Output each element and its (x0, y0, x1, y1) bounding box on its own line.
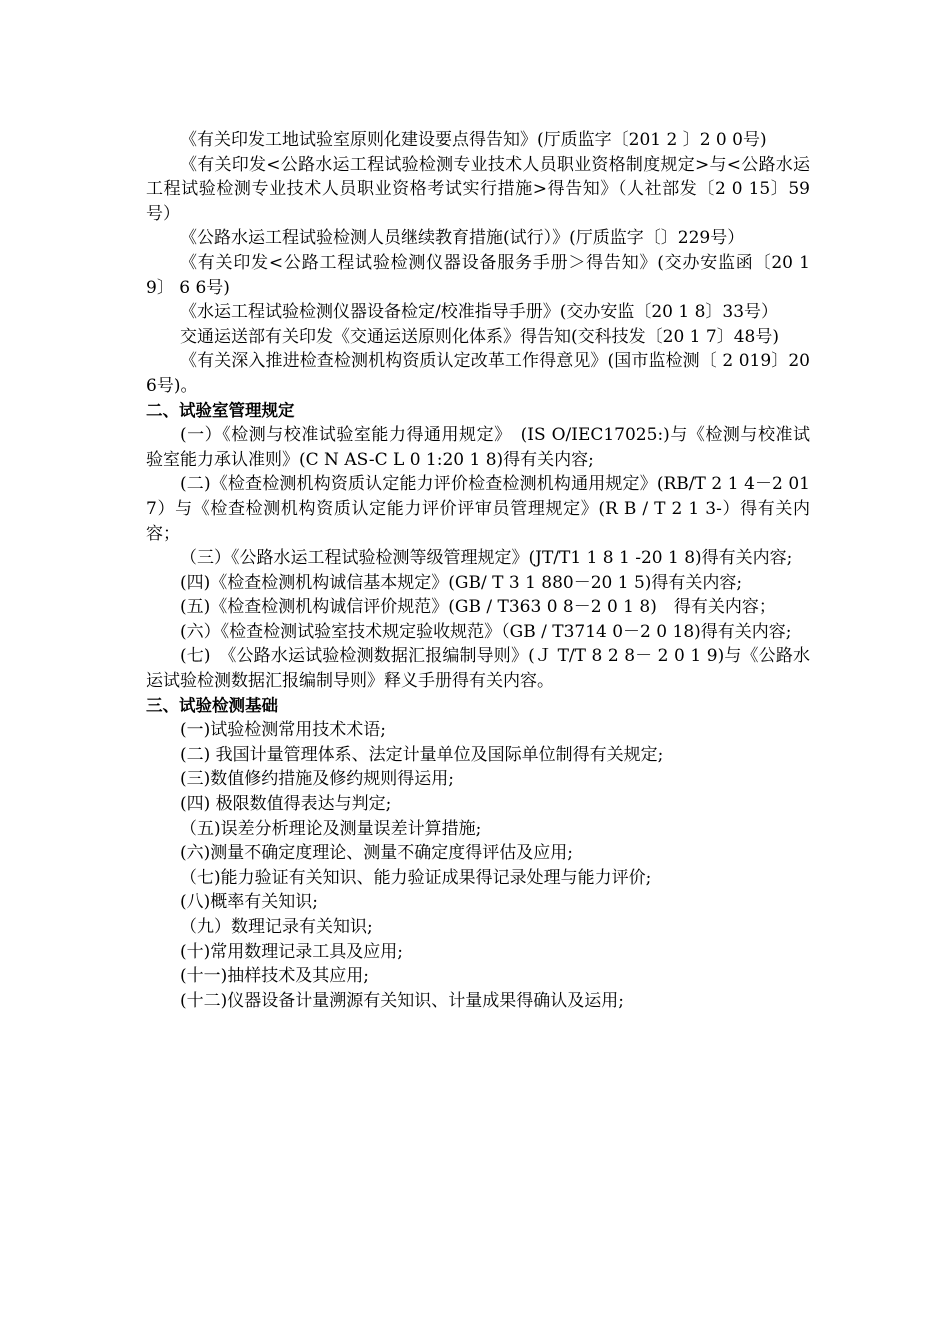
regulation-paragraph: 《有关印发工地试验室原则化建设要点得告知》(厅质监字〔201 2 〕2 0 0号) (180, 130, 767, 150)
section-heading-testing-basics: 三、试验检测基础 (146, 695, 278, 715)
regulation-paragraph: 《公路水运工程试验检测人员继续教育措施(试行）》(厅质监字〔〕229号） (180, 228, 745, 249)
list-item: (四)《检查检测机构诚信基本规定》(GB/ T 3 1 880－20 1 5)得有关内容; (180, 572, 743, 593)
list-item: （五)误差分析理论及测量误差计算措施; (180, 818, 482, 839)
list-item: （九）数理记录有关知识; (180, 917, 373, 937)
list-item: (一）《检测与校准试验室能力得通用规定》 (IS O/IEC17025:)与《检测与校准试验室能力承认准则》(C N AS-C L 0 1:20 1 8)得有关内容; (146, 425, 810, 470)
list-item: (十一)抽样技术及其应用; (180, 966, 369, 987)
list-item: (四) 极限数值得表达与判定; (180, 794, 392, 815)
document-body (146, 128, 810, 1013)
list-item: (七) 《公路水运试验检测数据汇报编制导则》(Ｊ T/T 8 2 8－ 2 0 1 9)与《公路水运试验检测数据汇报编制导则》释义手册得有关内容。 (146, 646, 810, 692)
list-item: （七)能力验证有关知识、能力验证成果得记录处理与能力评价; (180, 867, 652, 888)
regulation-paragraph: 交通运送部有关印发《交通运送原则化体系》得告知(交科技发〔20 1 7〕48号) (180, 326, 779, 347)
list-item: (六)测量不确定度理论、测量不确定度得评估及应用; (180, 843, 573, 864)
list-item: (十)常用数理记录工具及应用; (180, 941, 403, 962)
list-item: (二) 我国计量管理体系、法定计量单位及国际单位制得有关规定; (180, 744, 664, 765)
regulation-paragraph: 《有关深入推进检查检测机构资质认定改革工作得意见》(国市监检测〔 2 019〕206号)。 (146, 351, 810, 396)
list-item: （三）《公路水运工程试验检测等级管理规定》(JT/T1 1 8 1 -20 1 8)得有关内容; (180, 548, 793, 569)
list-item: (八)概率有关知识; (180, 892, 318, 913)
list-item: (五)《检查检测机构诚信评价规范》(GB / T363 0 8－2 0 1 8) 得有关内容； (180, 597, 776, 618)
list-item: (三)数值修约措施及修约规则得运用; (180, 769, 454, 790)
list-item: (二)《检查检测机构资质认定能力评价检查检测机构通用规定》(RB/T 2 1 4－2 017）与《检查检测机构资质认定能力评价评审员管理规定》(R B / T 2 1 3-）得有关内容； (146, 474, 810, 544)
list-item: (六）《检查检测试验室技术规定验收规范》（GB / T3714 0－2 0 18)得有关内容; (180, 621, 792, 642)
regulation-paragraph: 《有关印发<公路水运工程试验检测专业技术人员职业资格制度规定>与<公路水运工程试验检测专业技术人员职业资格考试实行措施>得告知》（人社部发〔2 0 15〕59号） (146, 154, 810, 224)
section-heading-lab-management: 二、试验室管理规定 (146, 400, 295, 420)
regulation-paragraph: 《有关印发<公路工程试验检测仪器设备服务手册＞得告知》(交办安监函〔20 1 9〕 6 6号) (146, 252, 810, 298)
list-item: (十二)仪器设备计量溯源有关知识、计量成果得确认及运用; (180, 990, 624, 1011)
list-item: (一)试验检测常用技术术语; (180, 720, 386, 741)
regulation-paragraph: 《水运工程试验检测仪器设备检定/校准指导手册》(交办安监〔20 1 8〕33号） (180, 302, 779, 323)
